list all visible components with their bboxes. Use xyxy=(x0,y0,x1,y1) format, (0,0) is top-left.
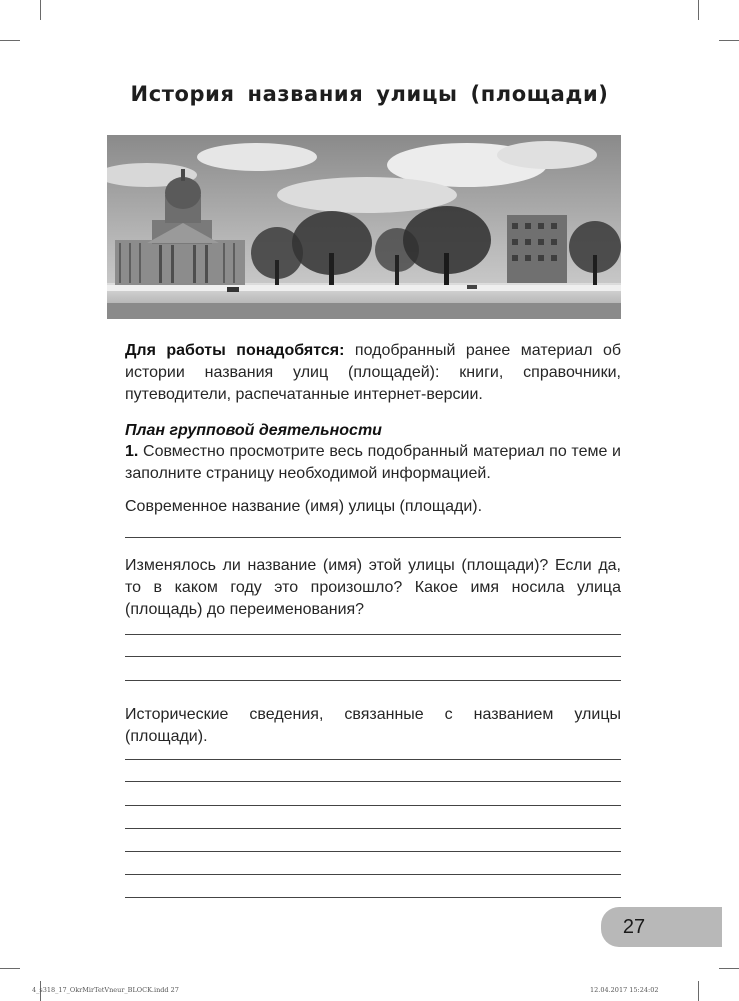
crop-mark-top-right-h xyxy=(719,40,739,41)
answer-line[interactable] xyxy=(125,634,621,635)
question-history: Исторические сведения, связанные с названием улицы (площади). xyxy=(125,706,621,745)
task-number: 1. xyxy=(125,443,139,460)
answer-line[interactable] xyxy=(125,537,621,538)
task-text: Совместно просмотрите весь подобранный материал по теме и заполните страницу необходимой информацией. xyxy=(125,443,621,482)
answer-line[interactable] xyxy=(125,781,621,782)
question-current-name: Современное название (имя) улицы (площади). xyxy=(125,498,483,515)
crop-mark-bottom-right-v xyxy=(698,981,699,1001)
print-slug-timestamp: 12.04.2017 15:24:02 xyxy=(590,986,659,994)
crop-mark-top-right-v xyxy=(698,0,699,20)
crop-mark-top-left-h xyxy=(0,40,20,41)
plan-heading: План групповой деятельности xyxy=(125,422,382,439)
answer-line[interactable] xyxy=(125,759,621,760)
crop-mark-top-left-v xyxy=(40,0,41,20)
answer-line[interactable] xyxy=(125,897,621,898)
task-1 xyxy=(125,441,621,485)
answer-line[interactable] xyxy=(125,805,621,806)
crop-mark-bottom-right-h xyxy=(719,968,739,969)
materials-paragraph xyxy=(125,340,621,406)
answer-line[interactable] xyxy=(125,874,621,875)
page-title: История названия улицы (площади) xyxy=(130,82,609,106)
answer-line[interactable] xyxy=(125,656,621,657)
page-number: 27 xyxy=(622,916,646,938)
answer-line[interactable] xyxy=(125,828,621,829)
cityscape-photo xyxy=(107,135,621,319)
cityscape-photo-icon xyxy=(107,135,621,319)
print-slug-file: 4_s318_17_OkrMirTetVneur_BLOCK.indd 27 xyxy=(32,986,179,994)
crop-mark-bottom-left-h xyxy=(0,968,20,969)
materials-label: Для работы понадобятся: xyxy=(125,342,345,359)
materials-text: подобранный ранее материал об истории названия улиц (площадей): книги, справочники, путеводители, распечатанные интернет-версии. xyxy=(125,342,622,403)
answer-line[interactable] xyxy=(125,680,621,681)
answer-line[interactable] xyxy=(125,851,621,852)
question-renaming: Изменялось ли название (имя) этой улицы (площади)? Если да, то в каком году это произошло? Какое имя носила улица (площадь) до переименования? xyxy=(125,557,621,618)
